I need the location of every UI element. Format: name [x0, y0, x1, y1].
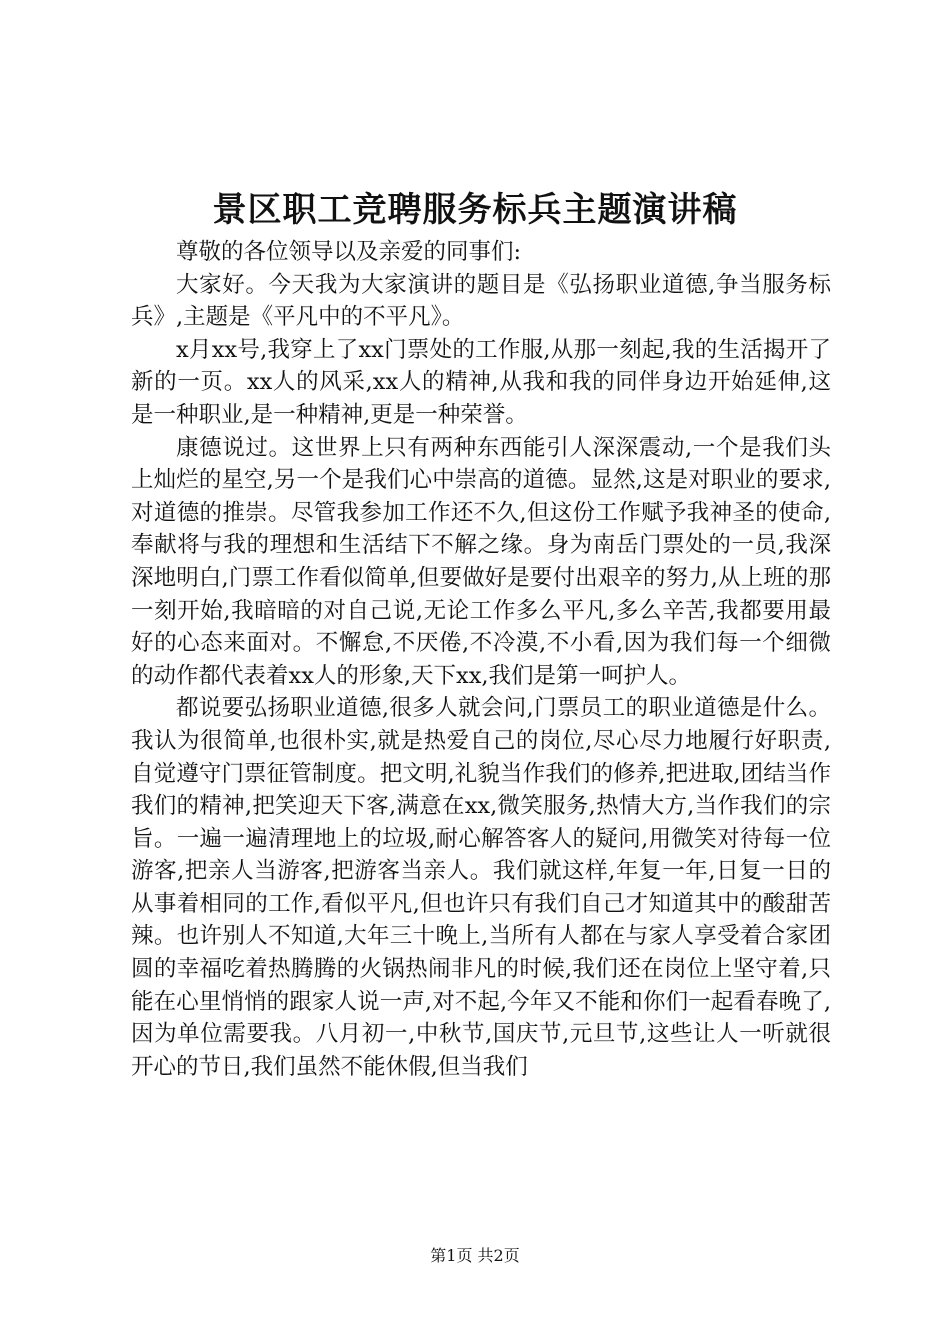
page-number-footer: 第1页 共2页: [430, 1246, 520, 1265]
document-title: 景区职工竞聘服务标兵主题演讲稿: [212, 190, 738, 230]
document-body: [131, 236, 831, 1083]
body-paragraph: 康德说过。这世界上只有两种东西能引人深深震动,一个是我们头上灿烂的星空,另一个是我们心中崇高的道德。显然,这是对职业的要求,对道德的推崇。尽管我参加工作还不久,但这份工作赋予我神圣的使命,奉献将与我的理想和生活结下不解之缘。身为南岳门票处的一员,我深深地明白,门票工作看似简单,但要做好是要付出艰辛的努力,从上班的那一刻开始,我暗暗的对自己说,无论工作多么平凡,多么辛苦,我都要用最好的心态来面对。不懈怠,不厌倦,不冷漠,不小看,因为我们每一个细微的动作都代表着xx人的形象,天下xx,我们是第一呵护人。: [131, 434, 831, 689]
salutation-paragraph: 尊敬的各位领导以及亲爱的同事们:: [176, 239, 522, 265]
body-paragraph: 大家好。今天我为大家演讲的题目是《弘扬职业道德,争当服务标兵》,主题是《平凡中的不平凡》。: [131, 271, 831, 331]
body-paragraph: 都说要弘扬职业道德,很多人就会问,门票员工的职业道德是什么。我认为很简单,也很朴实,就是热爱自己的岗位,尽心尽力地履行好职责,自觉遵守门票征管制度。把文明,礼貌当作我们的修养,把进取,团结当作我们的精神,把笑迎天下客,满意在xx,微笑服务,热情大方,当作我们的宗旨。一遍一遍清理地上的垃圾,耐心解答客人的疑问,用微笑对待每一位游客,把亲人当游客,把游客当亲人。我们就这样,年复一年,日复一日的从事着相同的工作,看似平凡,但也许只有我们自己才知道其中的酸甜苦辣。也许别人不知道,大年三十晚上,当所有人都在与家人享受着合家团圆的幸福吃着热腾腾的火锅热闹非凡的时候,我们还在岗位上坚守着,只能在心里悄悄的跟家人说一声,对不起,今年又不能和你们一起看春晚了,因为单位需要我。八月初一,中秋节,国庆节,元旦节,这些让人一听就很开心的节日,我们虽然不能休假,但当我们: [131, 695, 831, 1080]
body-paragraph: x月xx号,我穿上了xx门票处的工作服,从那一刻起,我的生活揭开了新的一页。xx人的风采,xx人的精神,从我和我的同伴身边开始延伸,这是一种职业,是一种精神,更是一种荣誉。: [131, 336, 831, 428]
